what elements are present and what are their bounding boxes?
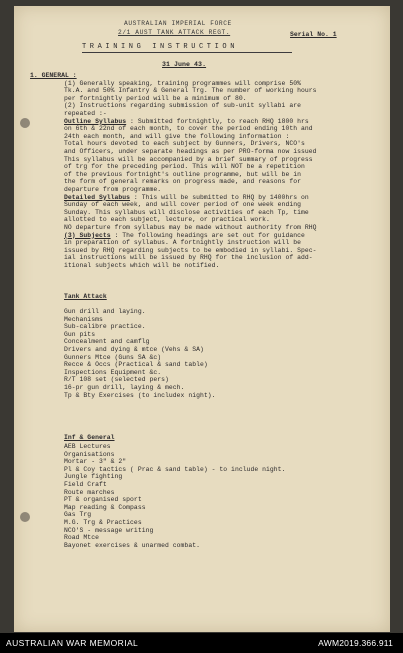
footer-accession-number: AWM2019.366.911 <box>318 638 393 648</box>
general-text-line: Total hours devoted to each subject by Gunners, Drivers, NCO's <box>64 140 305 148</box>
tank_attack-item: Sub-calibre practice. <box>64 323 146 331</box>
subheading-text: : This will be submitted to RHQ by 1400hrs on <box>130 193 309 201</box>
tank_attack-item: Gun pits <box>64 330 96 338</box>
general-text-line: Tk.A. and 50% Infantry & General Trg. The number of working hours <box>64 87 317 95</box>
inf_general-item: M.G. Trg & Practices <box>64 519 142 526</box>
tank_attack-item: Inspections Equipment &c. <box>64 368 162 376</box>
document-title: TRAINING INSTRUCTION <box>82 43 239 51</box>
general-text-line: Sunday of each week, and will cover period of one week ending <box>64 201 301 209</box>
tank_attack-item: Drivers and dying & mtce (Vehs & SA) <box>64 346 204 353</box>
tank_attack-item: R/T 108 set (selected pers) <box>64 376 169 384</box>
subheading-label: (3) Subjects <box>64 231 111 239</box>
inf_general-item: Route marches <box>64 488 115 496</box>
punch-hole-top <box>20 118 30 128</box>
general-text-line: repeated :- <box>64 110 107 117</box>
tank_attack-item: Gun drill and laying. <box>64 308 146 315</box>
inf_general-item: Road Mtce <box>64 534 99 542</box>
tank_attack-item: Mechanisms <box>64 315 103 323</box>
subheading-text: : Submitted fortnightly, to reach RHQ 1800 hrs <box>126 117 309 125</box>
title-underline <box>82 52 292 53</box>
subheading-label: Outline Syllabus <box>64 117 127 125</box>
header-line-1: AUSTRALIAN IMPERIAL FORCE <box>124 20 232 27</box>
document-page <box>14 6 390 632</box>
general-text-line: the form of general remarks on progress made, and reasons for <box>64 178 301 186</box>
general-text-line: issued by RHQ regarding subjects to be embodied in syllabi. Spec- <box>64 246 317 254</box>
tank_attack-item: Tp & Bty Exercises (to includex night). <box>64 391 216 399</box>
general-text-line: allotted to each subject, lecture, or practical work. <box>64 216 270 224</box>
general-text-line: NO departure from syllabus may be made without authority from RHQ <box>64 224 317 231</box>
general-text-line: and Officers, under separate headings as per PRO-forma now issued <box>64 148 317 155</box>
subheading-label: Detailed Syllabus <box>64 193 131 201</box>
inf_general-item: Field Craft <box>64 481 107 488</box>
subheading-text: : The following headings are set out for guidance <box>110 231 305 239</box>
general-text-line: (1) Generally speaking, training programmes will comprise 50% <box>64 79 301 87</box>
inf_general-item: Pl & Coy tactics ( Prac & sand table) - to include night. <box>64 465 286 473</box>
header-line-2: 2/1 AUST TANK ATTACK REGT. <box>118 29 231 36</box>
inf_general-item: Map reading & Compass <box>64 503 146 511</box>
inf_general-item: AEB Lectures <box>64 443 111 450</box>
inf_general-item: Mortar - 3" & 2" <box>64 458 127 466</box>
general-text-line: of trg for the preceding period. This will NOT be a repetition <box>64 163 305 171</box>
general-text-line: 24th each month, and will give the following information : <box>64 132 290 140</box>
tank_attack-item: Gunners Mtce (Guns SA &c) <box>64 353 162 361</box>
inf_general-item: PT & organised sport <box>64 496 142 504</box>
archive-footer <box>0 633 403 653</box>
general-text-line: This syllabus will be accompanied by a brief summary of progress <box>64 155 313 163</box>
inf_general-item: Gas Trg <box>64 511 92 519</box>
general-text-line: Sunday. This syllabus will disclose activities of each Tp, time <box>64 208 309 216</box>
general-text-line: ial instructions will be issued by RHQ for the inclusion of add- <box>64 254 313 262</box>
tank_attack-item: Concealment and camflg <box>64 338 150 346</box>
inf_general-heading: Inf & General <box>64 434 115 441</box>
inf_general-item: Bayonet exercises & unarmed combat. <box>64 541 200 549</box>
general-text-line: in preparation of syllabus. A fortnightly instruction will be <box>64 239 301 247</box>
serial-number: Serial No. 1 <box>290 31 337 38</box>
general-text-line: departure from programme. <box>64 186 162 193</box>
tank_attack-item: 16-pr gun drill, laying & mech. <box>64 384 185 391</box>
general-text-line: per fortnightly period will be a minimum of 80. <box>64 94 247 102</box>
inf_general-item: NCO'S - message writing <box>64 526 154 534</box>
general-text-line: on 6th & 22nd of each month, to cover the period ending 10th and <box>64 125 313 133</box>
general-text-line: of the previous fortnight's outline programme, but will be in <box>64 170 301 178</box>
tank_attack-heading: Tank Attack <box>64 293 107 300</box>
tank_attack-item: Recce & Occs (Practical & sand table) <box>64 361 208 369</box>
inf_general-item: Jungle fighting <box>64 473 123 481</box>
general-text-line: (2) Instructions regarding submission of sub-unit syllabi are <box>64 102 301 110</box>
footer-institution: AUSTRALIAN WAR MEMORIAL <box>6 638 139 648</box>
inf_general-item: Organisations <box>64 450 115 458</box>
document-date: 31 June 43. <box>162 61 207 68</box>
general-text-line: 1. GENERAL : <box>30 72 77 79</box>
general-text-line: itional subjects which will be notified. <box>64 262 220 269</box>
punch-hole-bottom <box>20 512 30 522</box>
